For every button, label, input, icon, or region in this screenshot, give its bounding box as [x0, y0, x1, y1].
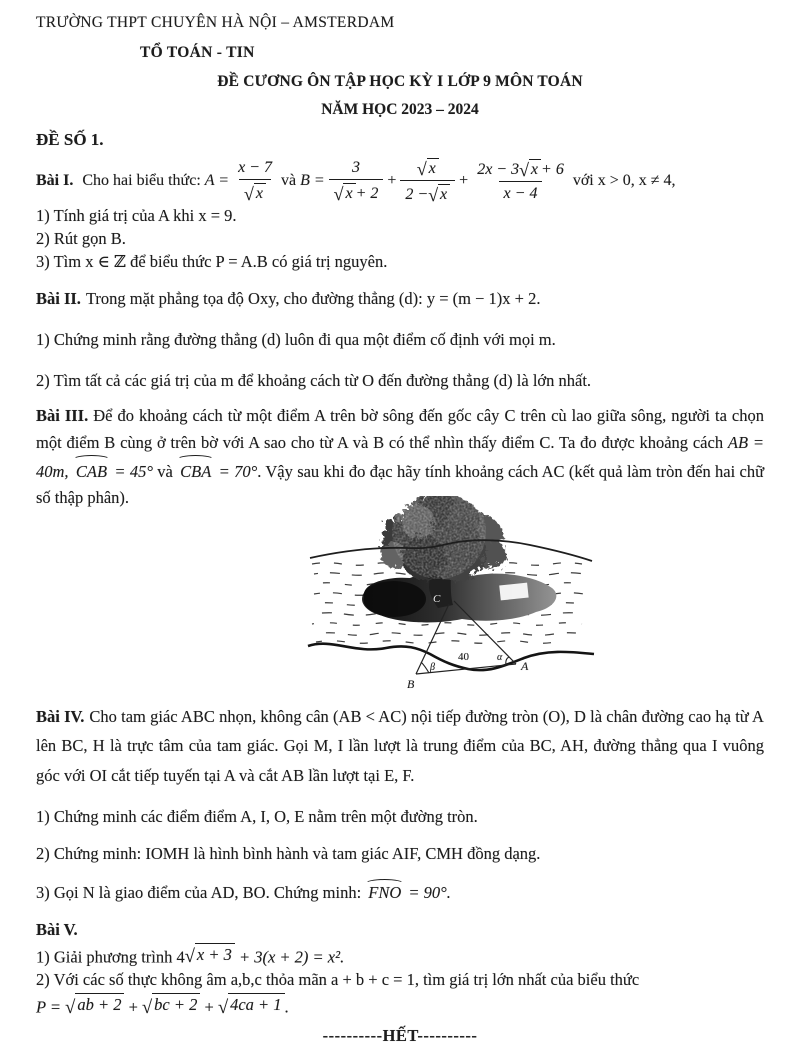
- angle-CBA-value: = 70°: [218, 461, 258, 481]
- sqrt-ab-plus-2: √ ab + 2: [65, 993, 124, 1015]
- problem-1-item-2: 2) Rút gọn B.: [36, 229, 126, 249]
- problem-4-item-1: 1) Chứng minh các điểm điểm A, I, O, E nằm trên một đường tròn.: [36, 807, 478, 827]
- problem-1-intro: Cho hai biểu thức:: [82, 171, 201, 189]
- label-B: B: [407, 677, 415, 692]
- P-lhs: P =: [36, 997, 62, 1017]
- formula-B-lhs: B =: [300, 171, 325, 189]
- plus-operator: +: [128, 997, 138, 1017]
- problem-4-statement: Bài IV. Cho tam giác ABC nhọn, không cân (AB < AC) nội tiếp đường tròn (O), D là chân đường cao hạ từ A lên BC, H là trực tâm của tam giác. Gọi M, I lần lượt là trung điểm của BC, AH, đường thẳng qua I vuông góc với OI cắt tiếp tuyến tại A và cắt AB lần lượt tại E, F.: [36, 707, 764, 785]
- plus-operator: +: [459, 171, 469, 189]
- radical-sign: √: [244, 183, 254, 204]
- plus-operator: +: [387, 171, 397, 189]
- problem-4-item-2: 2) Chứng minh: IOMH là hình bình hành và tam giác AIF, CMH đồng dạng.: [36, 844, 541, 864]
- angle-FNO-value: = 90°.: [408, 883, 451, 903]
- angle-CBA: CBA: [177, 457, 214, 486]
- fraction-A: x − 7 √ x: [238, 159, 272, 204]
- problem-4-label: Bài IV.: [36, 707, 85, 727]
- sqrt-4ca-plus-1: √ 4ca + 1: [218, 993, 285, 1015]
- radical-sign: √: [184, 946, 195, 967]
- problem-2-item-2: 2) Tìm tất cả các giá trị của m để khoảng cách từ O đến đường thẳng (d) là lớn nhất.: [36, 371, 592, 391]
- problem-3-label: Bài III.: [36, 406, 89, 426]
- angle-FNO: FNO: [365, 881, 404, 903]
- river-tree-figure: [302, 496, 602, 696]
- problem-5-item-1: 1) Giải phương trình 4 √ x + 3 + 3(x + 2) = x².: [36, 945, 345, 967]
- label-A: A: [521, 659, 529, 674]
- radical-sign: √: [416, 159, 427, 180]
- conjunction: và: [280, 171, 297, 189]
- problem-1-item-1: 1) Tính giá trị của A khi x = 9.: [36, 206, 237, 226]
- formula-A-lhs: A =: [204, 171, 230, 189]
- radical-sign: √: [217, 996, 229, 1017]
- problem-4-item-3: 3) Gọi N là giao điểm của AD, BO. Chứng minh: FNO = 90°.: [36, 883, 451, 903]
- department: TỔ TOÁN - TIN: [140, 44, 255, 61]
- problem-1-label: Bài I.: [36, 171, 74, 189]
- river-figure-svg: [302, 496, 602, 696]
- label-alpha: α: [497, 652, 503, 664]
- radical-sign: √: [142, 996, 153, 1017]
- end-marker: ----------HẾT----------: [322, 1025, 478, 1045]
- document-title: ĐỀ CƯƠNG ÔN TẬP HỌC KỲ I LỚP 9 MÔN TOÁN: [217, 73, 583, 90]
- problem-1-item-3: 3) Tìm x ∈ ℤ để biểu thức P = A.B có giá trị nguyên.: [36, 252, 388, 272]
- problem-2-item-1: 1) Chứng minh rằng đường thẳng (d) luôn đi qua một điểm cố định với mọi m.: [36, 330, 556, 350]
- problem-5-label-line: [36, 920, 764, 940]
- radical-sign: √: [428, 184, 439, 205]
- problem-2-statement: Bài II. Trong mặt phẳng tọa độ Oxy, cho đường thẳng (d): y = (m − 1)x + 2.: [36, 289, 541, 309]
- problem-3-statement: Bài III. Để đo khoảng cách từ một điểm A trên bờ sông đến gốc cây C trên cù lao giữa sông, người ta chọn một điểm B cùng ở trên bờ với A sao cho từ A và B có thể nhìn thấy điểm C. Ta đo được khoảng cách AB = 40m, CAB = 45° và CBA = 70°. Vậy sau khi đo đạc hãy tính khoảng cách AC (kết quả làm tròn đến hai chữ số thập phân).: [36, 406, 765, 508]
- fraction-B2: √ x 2 − √ x: [400, 158, 455, 203]
- angle-CAB-value: = 45°: [114, 461, 153, 481]
- fraction-B3: 2x − 3 √ x + 6 x − 4: [477, 160, 564, 202]
- label-distance-40: 40: [458, 651, 469, 664]
- school-year: NĂM HỌC 2023 – 2024: [321, 101, 479, 118]
- fraction-B1: 3 √ x + 2: [329, 159, 384, 202]
- problem-1-statement: [36, 158, 798, 203]
- plus-operator: +: [204, 997, 214, 1017]
- exam-number: ĐỀ SỐ 1.: [36, 130, 104, 149]
- problem-5-label: Bài V.: [36, 920, 78, 940]
- problem-5-item-2: 2) Với các số thực không âm a,b,c thỏa mãn a + b + c = 1, tìm giá trị lớn nhất của biểu thức: [36, 970, 640, 990]
- domain-condition: với x > 0, x ≠ 4,: [572, 171, 676, 189]
- school-name: TRƯỜNG THPT CHUYÊN HÀ NỘI – AMSTERDAM: [36, 14, 395, 31]
- radical-sign: √: [519, 160, 529, 181]
- radical-sign: √: [333, 183, 344, 204]
- problem-5-expression-P: P = √ ab + 2 + √ bc + 2 + √ 4ca + 1 .: [36, 995, 289, 1017]
- sqrt-x-plus-3: √ x + 3: [185, 943, 235, 965]
- near-shoreline: [308, 644, 594, 670]
- radical-sign: √: [65, 996, 76, 1017]
- label-C: C: [433, 593, 441, 606]
- measure-AB: AB = 40m,: [36, 432, 764, 481]
- island-dark-area: [362, 581, 426, 617]
- problem-2-label: Bài II.: [36, 289, 81, 309]
- angle-CAB: CAB: [73, 457, 110, 486]
- sqrt-bc-plus-2: √ bc + 2: [142, 993, 200, 1015]
- label-beta: β: [430, 662, 435, 674]
- island-light-patch: [499, 583, 528, 601]
